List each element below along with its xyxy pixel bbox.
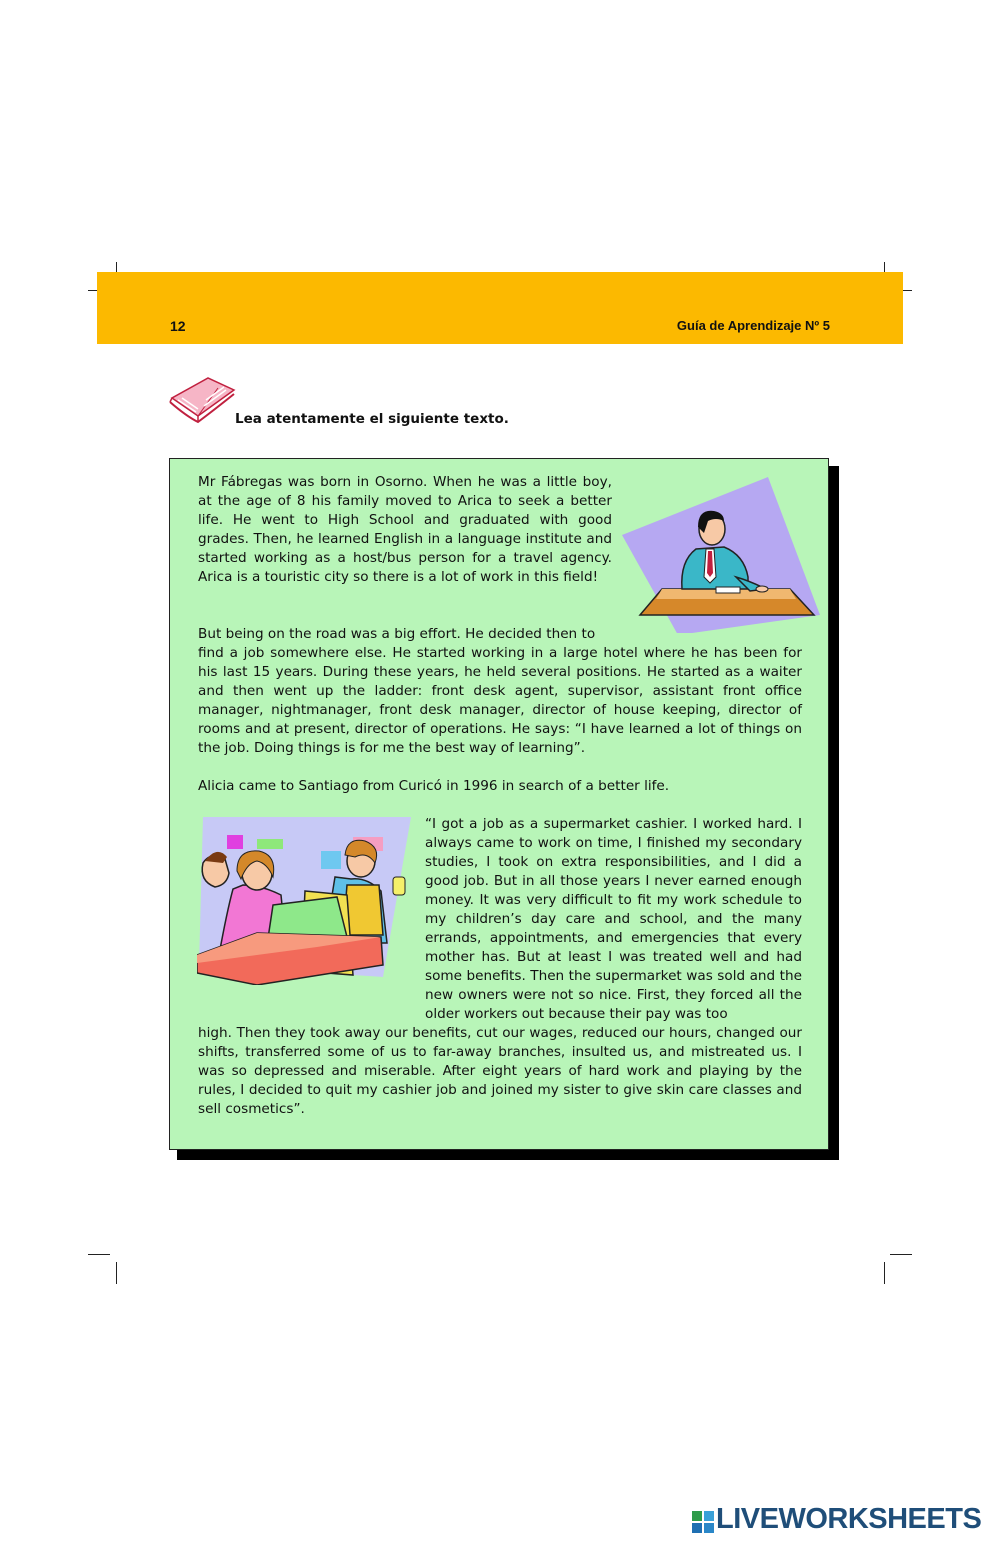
crop-mark [116,1262,117,1284]
reading-box [169,458,829,1150]
liveworksheets-logo-icon [692,1511,714,1533]
paragraph-fabregas-intro: Mr Fábregas was born in Osorno. When he was a little boy, at the age of 8 his family moved to Arica to seek a better life. He went to High School and graduated with good grades. Then, he learned English in a language institute and started working as a host/bus person for a travel agency. Arica is a touristic city so there is a lot of work in this field! [198,474,612,585]
crop-mark [88,1254,110,1255]
paragraph-alicia-intro: Alicia came to Santiago from Curicó in 1996 in search of a better life. [198,778,670,794]
cashier-illustration [197,815,419,985]
host-illustration [620,477,820,633]
header-band [97,272,903,344]
guide-title: Guía de Aprendizaje Nº 5 [676,318,830,333]
liveworksheets-watermark [692,1503,992,1539]
liveworksheets-logo-text: LIVEWORKSHEETS [716,1503,982,1535]
crop-mark [890,1254,912,1255]
instruction-text: Lea atentamente el siguiente texto. [235,411,509,427]
page-number: 12 [170,318,186,334]
paragraph-alicia-story-continued: high. Then they took away our benefits, cut our wages, reduced our hours, changed our shifts, transferred some of us to far-away branches, insulted us, and mistreated us. I was so depressed and miserable. After eight years of hard work and playing by the rules, I decided to quit my cashier job and joined my sister to give skin care classes and sell cosmetics”. [198,1025,802,1117]
paragraph-fabregas-career: find a job somewhere else. He started working in a large hotel where he has been for his last 15 years. During these years, he held several positions. He started as a waiter and then went up the ladder: front desk agent, supervisor, assistant front office manager, nightmanager, front desk manager, director of house keeping, director of rooms and at present, director of operations. He says: “I have learned a lot of things on the job. Doing things is for me the best way of learning”. [198,645,802,756]
open-book-icon [168,376,236,428]
paragraph-fabregas-career-start: But being on the road was a big effort. He decided then to [198,626,596,642]
crop-mark [884,1262,885,1284]
paragraph-alicia-story: “I got a job as a supermarket cashier. I worked hard. I always came to work on time, I finished my secondary studies, I took on extra responsibilities, and I did a good job. But in all those years I never earned enough money. It was very difficult to fit my work schedule to my children’s day care and school, and the many errands, appointments, and emergencies that every mother has. But at least I was treated well and had some benefits. Then the supermarket was sold and the new owners were not so nice. First, they forced all the older workers out because their pay was too [425,816,802,1022]
instruction [168,376,568,432]
